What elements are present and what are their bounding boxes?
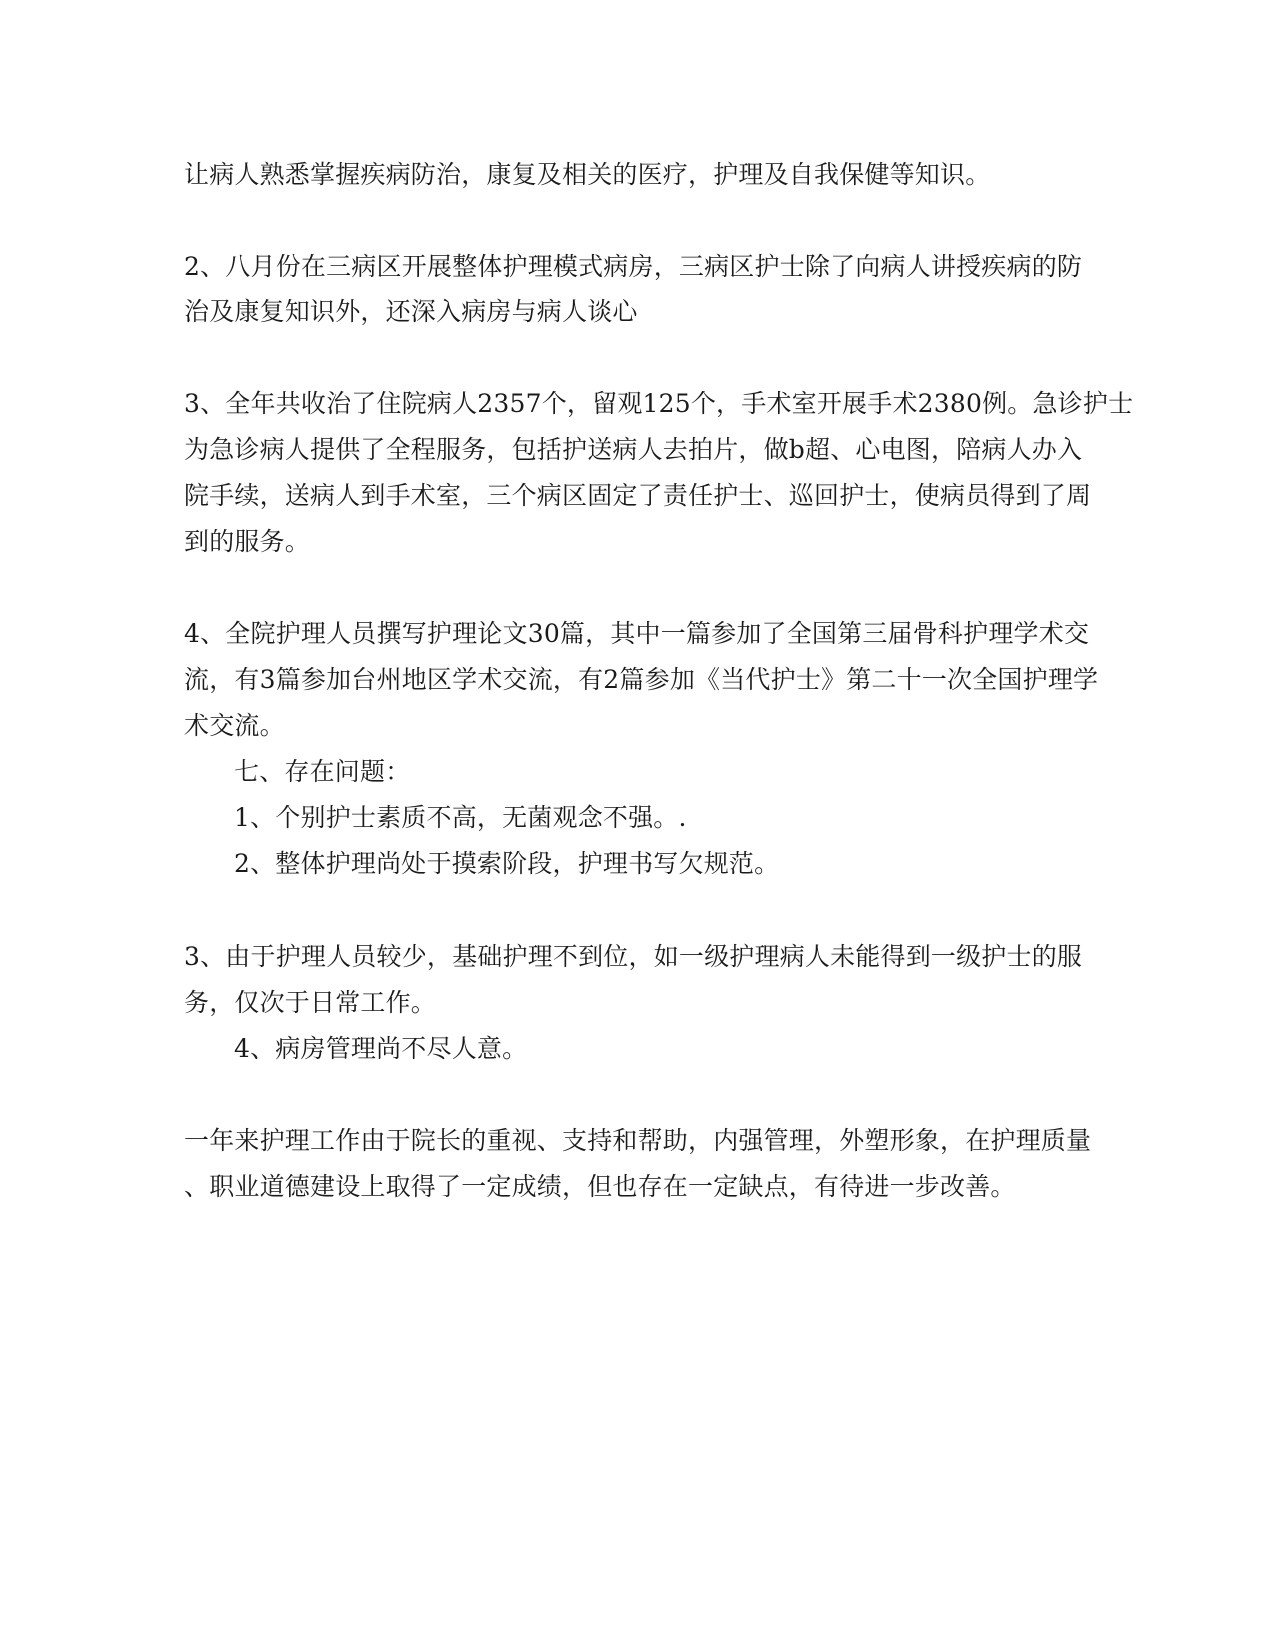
text-line-18: 、职业道德建设上取得了一定成绩，但也存在一定缺点，有待进一步改善。: [184, 1172, 1016, 1201]
text-line-16: 4、病房管理尚不尽人意。: [234, 1034, 528, 1063]
text-line-13: 2、整体护理尚处于摸索阶段，护理书写欠规范。: [234, 849, 780, 878]
section-heading: 七、存在问题：: [234, 757, 411, 786]
text-line-15: 务，仅次于日常工作。: [184, 988, 437, 1017]
text-line-17: 一年来护理工作由于院长的重视、支持和帮助，内强管理，外塑形象，在护理质量: [184, 1126, 1092, 1155]
text-line-10: 术交流。: [184, 711, 285, 740]
text-line-5: 为急诊病人提供了全程服务，包括护送病人去拍片，做b超、心电图，陪病人办入: [184, 435, 1083, 464]
text-line-7: 到的服务。: [184, 527, 311, 556]
text-line-2: 2、八月份在三病区开展整体护理模式病房，三病区护士除了向病人讲授疾病的防: [184, 252, 1083, 281]
text-line-6: 院手续，送病人到手术室，三个病区固定了责任护士、巡回护士，使病员得到了周: [184, 481, 1092, 510]
text-line-12: 1、个别护士素质不高，无菌观念不强。.: [234, 803, 687, 832]
text-line-8: 4、全院护理人员撰写护理论文30篇，其中一篇参加了全国第三届骨科护理学术交: [184, 619, 1090, 648]
text-line-14: 3、由于护理人员较少，基础护理不到位，如一级护理病人未能得到一级护士的服: [184, 942, 1083, 971]
text-line-3: 治及康复知识外，还深入病房与病人谈心: [184, 297, 638, 326]
text-line-9: 流，有3篇参加台州地区学术交流，有2篇参加《当代护士》第二十一次全国护理学: [184, 665, 1099, 694]
text-line-1: 让病人熟悉掌握疾病防治，康复及相关的医疗，护理及自我保健等知识。: [184, 160, 991, 189]
text-line-4: 3、全年共收治了住院病人2357个，留观125个，手术室开展手术2380例。急诊护士: [184, 389, 1134, 418]
